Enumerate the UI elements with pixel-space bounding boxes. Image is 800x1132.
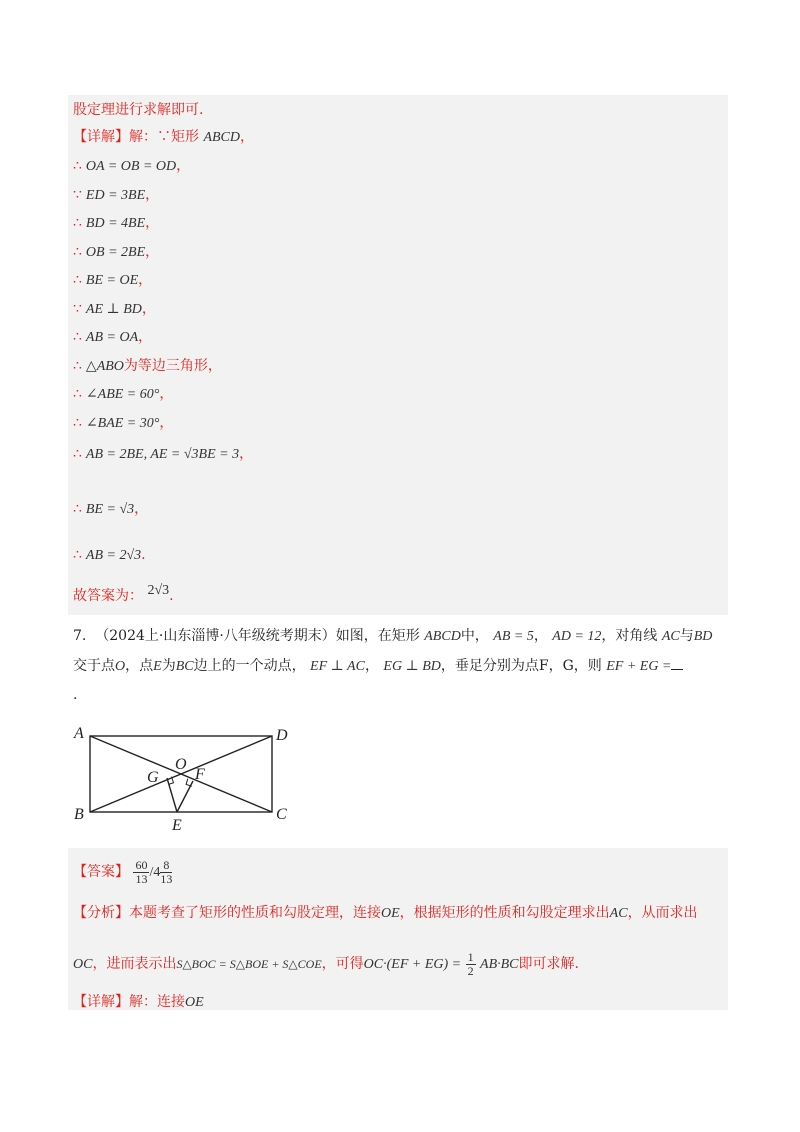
rectangle-figure: [68, 722, 298, 834]
step-symbol: ∴: [73, 501, 82, 517]
step-symbol: ∴: [73, 329, 82, 345]
step-tail: ，: [176, 158, 191, 174]
label-f: F: [195, 766, 205, 783]
solution-step: [73, 243, 159, 262]
answer-label: 【答案】: [73, 864, 129, 880]
label-b: B: [74, 806, 84, 823]
step-expression: ∠BAE = 30°: [85, 416, 160, 431]
step-symbol: ∴: [73, 215, 82, 231]
step-symbol: ∴: [73, 446, 82, 462]
detail-label: 【详解】: [73, 129, 129, 145]
step-expression: ED = 3BE: [85, 188, 146, 203]
answer-value: 2√3: [147, 583, 170, 598]
solution-step: [73, 546, 146, 565]
step-expression: BE = √3: [85, 502, 135, 517]
solution-step: [73, 385, 173, 404]
answer-blank: [671, 669, 683, 670]
solution-step: [73, 157, 190, 176]
step-expression: BE = OE: [85, 273, 139, 288]
step-tail: .: [141, 547, 146, 563]
step-symbol: ∴: [73, 244, 82, 260]
answer-fraction-2: $\frac{8}{13}$: [160, 857, 173, 886]
answer-label: 故答案为：: [73, 588, 143, 604]
step-expression: AE ⊥ BD: [85, 302, 142, 317]
step-symbol: ∴: [73, 415, 82, 431]
label-o: O: [175, 756, 187, 773]
analysis-line-2: OC，进而表示出S△BOC = S△BOE + S△COE，可得OC·(EF + EG) = $\frac{1}{2}$ AB·BC即可求解.: [73, 949, 579, 978]
solution-step: [73, 328, 152, 347]
step-tail: ，: [145, 215, 160, 231]
step-expression: OA = OB = OD: [85, 159, 177, 174]
question-source: （2024上·山东淄博·八年级统考期末）: [95, 628, 336, 644]
answer-line: 【答案】 $\frac{60}{13}$ /4 $\frac{8}{13}$: [73, 857, 173, 886]
solution-step: [73, 414, 173, 433]
analysis-label: 【分析】: [73, 905, 129, 921]
rect-name: ABCD: [203, 130, 241, 145]
step-symbol: ∵: [73, 187, 82, 203]
solution-step: [73, 214, 159, 233]
step-expression: AB = 2BE, AE = √3BE = 3: [85, 447, 240, 462]
solution-step: [73, 300, 156, 319]
step-tail: 为等边三角形，: [123, 358, 222, 374]
solution-step: [73, 445, 253, 464]
step-symbol: ∴: [73, 272, 82, 288]
step-symbol: ∴: [73, 158, 82, 174]
step-symbol: ∴: [73, 358, 82, 374]
label-e: E: [172, 817, 182, 834]
solution-step: [73, 271, 152, 290]
final-answer-line: 故答案为： 2√3.: [73, 583, 174, 604]
label-d: D: [276, 727, 288, 744]
question-line-2: 交于点O，点E为BC边上的一个动点， EF ⊥ AC， EG ⊥ BD，垂足分别为点F，G，则 EF + EG =: [73, 657, 683, 676]
intro-tail: 股定理进行求解即可.: [73, 102, 204, 118]
step-tail: ，: [159, 415, 174, 431]
step-tail: ，: [138, 329, 153, 345]
detail-q7-line: 【详解】解：连接OE: [73, 994, 204, 1010]
step-tail: ，: [145, 244, 160, 260]
analysis-line-1: 【分析】本题考查了矩形的性质和勾股定理，连接OE，根据矩形的性质和勾股定理求出AC，从而求出: [73, 905, 698, 921]
question-line-1: 7. （2024上·山东淄博·八年级统考期末）如图，在矩形 ABCD中， AB = 5， AD = 12，对角线 AC与BD: [73, 628, 713, 644]
step-tail: ，: [134, 501, 149, 517]
detail-line: 【详解】解：∵矩形 ABCD，: [73, 129, 255, 145]
step-tail: ，: [145, 187, 160, 203]
step-expression: OB = 2BE: [85, 245, 146, 260]
label-c: C: [276, 806, 287, 823]
solution-step: [73, 186, 159, 205]
step-expression: AB = OA: [85, 330, 139, 345]
step-symbol: ∵: [73, 301, 82, 317]
label-a: A: [74, 725, 84, 742]
step-tail: ，: [141, 301, 156, 317]
label-g: G: [147, 769, 159, 786]
answer-fraction-1: $\frac{60}{13}$: [135, 857, 148, 886]
step-tail: ，: [159, 386, 174, 402]
step-tail: ，: [138, 272, 153, 288]
step-expression: AB = 2√3: [85, 548, 142, 563]
solution-step: [73, 500, 148, 519]
solution-step: [73, 357, 222, 376]
step-expression: △ABO: [85, 359, 124, 374]
step-expression: BD = 4BE: [85, 216, 146, 231]
step-symbol: ∴: [73, 547, 82, 563]
step-symbol: ∴: [73, 386, 82, 402]
step-expression: ∠ABE = 60°: [85, 387, 160, 402]
step-tail: ，: [239, 446, 254, 462]
